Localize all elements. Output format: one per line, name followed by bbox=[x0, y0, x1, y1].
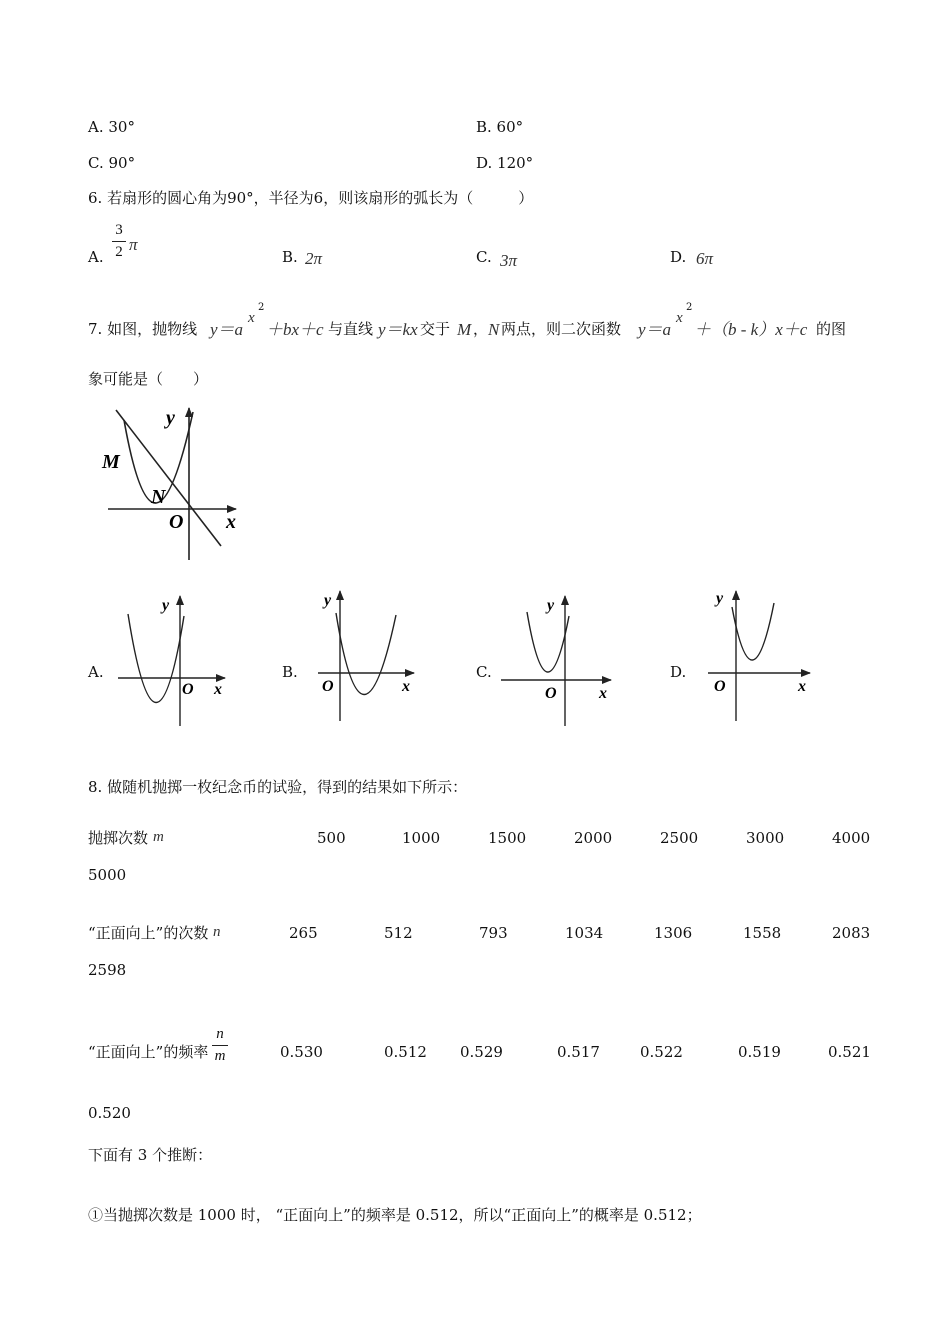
q8-inference-intro: 下面有 3 个推断： bbox=[88, 1146, 213, 1164]
parabola-curve bbox=[128, 614, 184, 703]
q8-row-n-cell: 1034 bbox=[565, 924, 604, 942]
fig-label-x: x bbox=[798, 678, 806, 695]
q7-option-c-graph bbox=[495, 590, 625, 740]
q6-option-c-value: 3π bbox=[500, 251, 518, 270]
fig-label-m: M bbox=[102, 451, 120, 473]
parabola-curve bbox=[336, 613, 396, 695]
q8-row-f-label: “正面向上”的频率 bbox=[88, 1043, 209, 1061]
q8-row-f-fraction bbox=[212, 1026, 228, 1064]
q8-row-n-label: “正面向上”的次数 bbox=[88, 924, 209, 942]
q7-stem-part-1: 7. 如图，抛物线 bbox=[88, 320, 198, 338]
fig-label-y: y bbox=[716, 590, 724, 607]
q7-option-d-graph bbox=[700, 585, 830, 735]
parabola-curve bbox=[527, 612, 569, 672]
q8-row-m-cell: 1000 bbox=[402, 829, 441, 847]
fig-label-y: y bbox=[162, 597, 170, 614]
q8-row-m-cell: 1500 bbox=[488, 829, 527, 847]
q7-equation-quadratic-tail: ＋（b - k）x＋c bbox=[694, 320, 808, 339]
q7-stem-part-3: 交于 bbox=[420, 320, 451, 338]
q8-row-f-cell: 0.512 bbox=[384, 1043, 427, 1061]
q6-option-b-label: B. bbox=[282, 248, 298, 266]
q8-row-f-cell: 0.520 bbox=[88, 1104, 131, 1122]
q7-equation-parabola-tail: ＋bx＋c bbox=[266, 320, 324, 339]
q7-option-c-label: C. bbox=[476, 663, 492, 681]
q6-option-c-label: C. bbox=[476, 248, 492, 266]
q6-option-a-fraction bbox=[112, 222, 126, 260]
fig-label-x: x bbox=[402, 678, 410, 695]
q7-option-b-graph bbox=[310, 585, 440, 735]
fraction-bar bbox=[112, 241, 126, 242]
q6-option-b-value: 2π bbox=[305, 249, 323, 268]
fig-label-y: y bbox=[324, 592, 332, 609]
q8-row-f-cell: 0.530 bbox=[280, 1043, 323, 1061]
q7-stem-part-4: 两点，则二次函数 bbox=[501, 320, 622, 338]
q8-inference-1: ①当抛掷次数是 1000 时， “正面向上”的频率是 0.512，所以“正面向上”的概率是 0.512； bbox=[88, 1206, 702, 1224]
q8-row-n-cell: 2598 bbox=[88, 961, 127, 979]
q6-stem: 6. 若扇形的圆心角为90°，半径为6，则该扇形的弧长为（ ） bbox=[88, 189, 534, 207]
q7-equation-parabola-exponent: 2 bbox=[258, 302, 265, 313]
q8-row-n-cell: 1558 bbox=[743, 924, 782, 942]
q8-row-m-cell: 3000 bbox=[746, 829, 785, 847]
fig-label-x: x bbox=[214, 681, 222, 698]
fig-label-o: O bbox=[322, 678, 334, 695]
q5-option-c: C. 90° bbox=[88, 154, 136, 172]
q8-row-m-cell: 500 bbox=[317, 829, 346, 847]
fraction-numerator: n bbox=[216, 1026, 224, 1042]
q8-row-m-cell: 2500 bbox=[660, 829, 699, 847]
fig-label-o: O bbox=[169, 511, 184, 533]
q7-stem-part-5: 的图 bbox=[816, 320, 847, 338]
q8-row-f-cell: 0.529 bbox=[460, 1043, 503, 1061]
q8-row-m-variable: m bbox=[153, 829, 164, 845]
fig-label-x: x bbox=[599, 685, 607, 702]
q7-stem-part-2: 与直线 bbox=[328, 320, 374, 338]
q7-equation-quadratic-exponent: 2 bbox=[686, 302, 693, 313]
q7-stem-line-2: 象可能是（ ） bbox=[88, 370, 209, 388]
q8-row-f-cell: 0.519 bbox=[738, 1043, 781, 1061]
q8-row-m-cell: 4000 bbox=[832, 829, 871, 847]
q8-stem: 8. 做随机抛掷一枚纪念币的试验，得到的结果如下所示： bbox=[88, 778, 468, 796]
q8-row-n-cell: 1306 bbox=[654, 924, 693, 942]
fig-label-o: O bbox=[182, 681, 194, 698]
q7-point-n: N bbox=[488, 320, 500, 339]
parabola-curve bbox=[732, 603, 774, 660]
q7-option-a-graph bbox=[110, 590, 240, 740]
q8-row-f-cell: 0.521 bbox=[828, 1043, 871, 1061]
q8-row-f-cell: 0.522 bbox=[640, 1043, 683, 1061]
q7-equation-quadratic: y＝a bbox=[638, 320, 672, 339]
q8-row-n-cell: 512 bbox=[384, 924, 413, 942]
q6-option-a-label: A. bbox=[88, 248, 104, 266]
fraction-numerator: 3 bbox=[115, 222, 123, 238]
fig-label-y: y bbox=[166, 407, 175, 429]
q6-option-a-pi: π bbox=[129, 235, 138, 254]
q5-option-d: D. 120° bbox=[476, 154, 534, 172]
q7-option-a-label: A. bbox=[88, 663, 104, 681]
q7-main-figure bbox=[96, 400, 256, 570]
fraction-denominator: m bbox=[214, 1047, 226, 1064]
q7-point-m: M bbox=[457, 320, 472, 339]
fig-label-x: x bbox=[226, 511, 236, 533]
q8-row-n-cell: 2083 bbox=[832, 924, 871, 942]
fig-label-o: O bbox=[545, 685, 557, 702]
q7-equation-parabola: y＝a bbox=[210, 320, 244, 339]
q5-option-b: B. 60° bbox=[476, 118, 524, 136]
q7-equation-line: y＝kx bbox=[378, 320, 418, 339]
q5-option-a: A. 30° bbox=[88, 118, 135, 136]
fraction-bar bbox=[212, 1045, 228, 1046]
q8-row-f-cell: 0.517 bbox=[557, 1043, 600, 1061]
fig-label-o: O bbox=[714, 678, 726, 695]
fraction-denominator: 2 bbox=[115, 243, 123, 260]
q8-row-n-cell: 265 bbox=[289, 924, 318, 942]
q7-equation-quadratic-x: x bbox=[676, 310, 683, 326]
q8-row-n-variable: n bbox=[213, 924, 221, 940]
fig-label-n: N bbox=[151, 486, 166, 508]
q8-row-n-cell: 793 bbox=[479, 924, 508, 942]
q7-option-b-label: B. bbox=[282, 663, 298, 681]
q6-option-d-label: D. bbox=[670, 248, 687, 266]
fig-label-y: y bbox=[547, 597, 555, 614]
q7-comma: ， bbox=[473, 320, 489, 338]
q7-option-d-label: D. bbox=[670, 663, 687, 681]
q6-option-d-value: 6π bbox=[696, 249, 714, 268]
q7-equation-parabola-x: x bbox=[248, 310, 255, 326]
q8-row-m-cell: 2000 bbox=[574, 829, 613, 847]
q8-row-m-label: 抛掷次数 bbox=[88, 829, 149, 847]
q8-row-m-cell: 5000 bbox=[88, 866, 127, 884]
